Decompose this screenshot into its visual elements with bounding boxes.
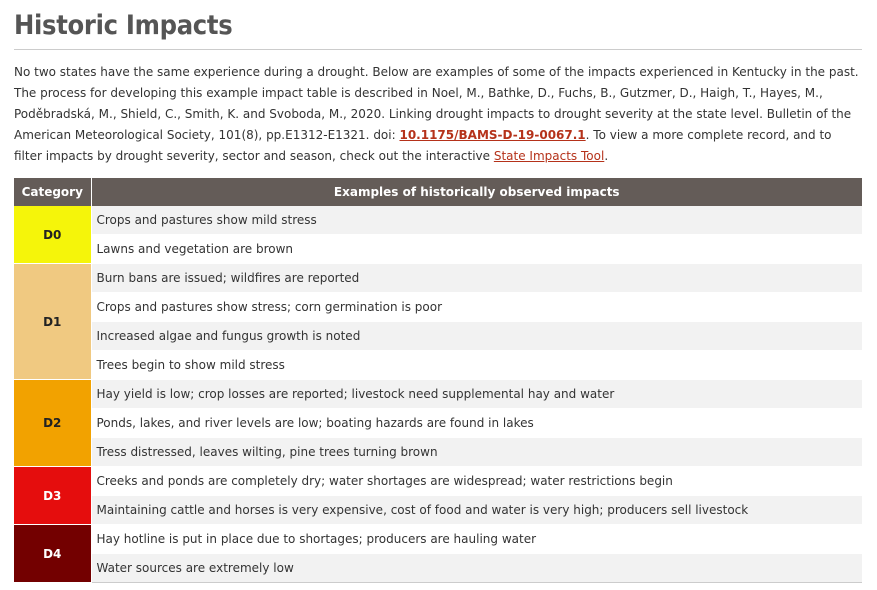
table-row (14, 467, 862, 496)
title-divider (14, 49, 862, 50)
state-impacts-tool-link[interactable]: State Impacts Tool (493, 149, 605, 163)
table-row (14, 351, 862, 380)
table-row (14, 264, 862, 293)
intro-text-2: . To view a more complete record, and to filter impacts by drought severity, sector and season, check out the interactive (14, 128, 832, 163)
category-column-header: Category (14, 178, 91, 206)
impact-cell: Water sources are extremely low (91, 554, 862, 583)
impact-cell: Creeks and ponds are completely dry; water shortages are widespread; water restrictions begin (91, 467, 862, 496)
table-row (14, 409, 862, 438)
table-row (14, 380, 862, 409)
impact-cell: Burn bans are issued; wildfires are reported (91, 264, 862, 293)
impact-cell: Crops and pastures show mild stress (91, 206, 862, 235)
table-row (14, 235, 862, 264)
impact-cell: Ponds, lakes, and river levels are low; boating hazards are found in lakes (91, 409, 862, 438)
intro-text-3: . (604, 149, 609, 163)
table-row (14, 322, 862, 351)
category-cell-d0: D0 (14, 206, 91, 264)
category-cell-d1: D1 (14, 264, 91, 380)
impacts-table-header (14, 178, 862, 206)
impacts-table-body (14, 206, 862, 583)
impact-cell: Crops and pastures show stress; corn germination is poor (91, 293, 862, 322)
category-cell-d2: D2 (14, 380, 91, 467)
impacts-column-header: Examples of historically observed impacts (91, 178, 862, 206)
impact-cell: Hay hotline is put in place due to shortages; producers are hauling water (91, 525, 862, 554)
table-row (14, 525, 862, 554)
impact-cell: Tress distressed, leaves wilting, pine trees turning brown (91, 438, 862, 467)
table-row (14, 496, 862, 525)
header-row (14, 178, 862, 206)
impacts-table (14, 178, 862, 583)
category-cell-d4: D4 (14, 525, 91, 583)
table-row (14, 554, 862, 583)
intro-text-1: No two states have the same experience during a drought. Below are examples of some of the impacts experienced in Kentucky in the past. The process for developing this example impact table is described in Noel, M., Bathke, D., Fuchs, B., Gutzmer, D., Haigh, T., Hayes, M., Poděbradská, M., Shield, C., Smith, K. and Svoboda, M., 2020. Linking drought impacts to drought severity at the state level. Bulletin of the American Meteorological Society, 101(8), pp.E1312-E1321. doi: (14, 65, 859, 142)
table-row (14, 206, 862, 235)
impact-cell: Maintaining cattle and horses is very expensive, cost of food and water is very high; producers sell livestock (91, 496, 862, 525)
intro-paragraph (14, 62, 862, 167)
table-row (14, 438, 862, 467)
category-cell-d3: D3 (14, 467, 91, 525)
impact-cell: Lawns and vegetation are brown (91, 235, 862, 264)
page-title: Historic Impacts (14, 10, 233, 41)
impact-cell: Hay yield is low; crop losses are reported; livestock need supplemental hay and water (91, 380, 862, 409)
impact-cell: Increased algae and fungus growth is noted (91, 322, 862, 351)
doi-link[interactable]: 10.1175/BAMS-D-19-0067.1 (399, 128, 586, 142)
impact-cell: Trees begin to show mild stress (91, 351, 862, 380)
table-row (14, 293, 862, 322)
